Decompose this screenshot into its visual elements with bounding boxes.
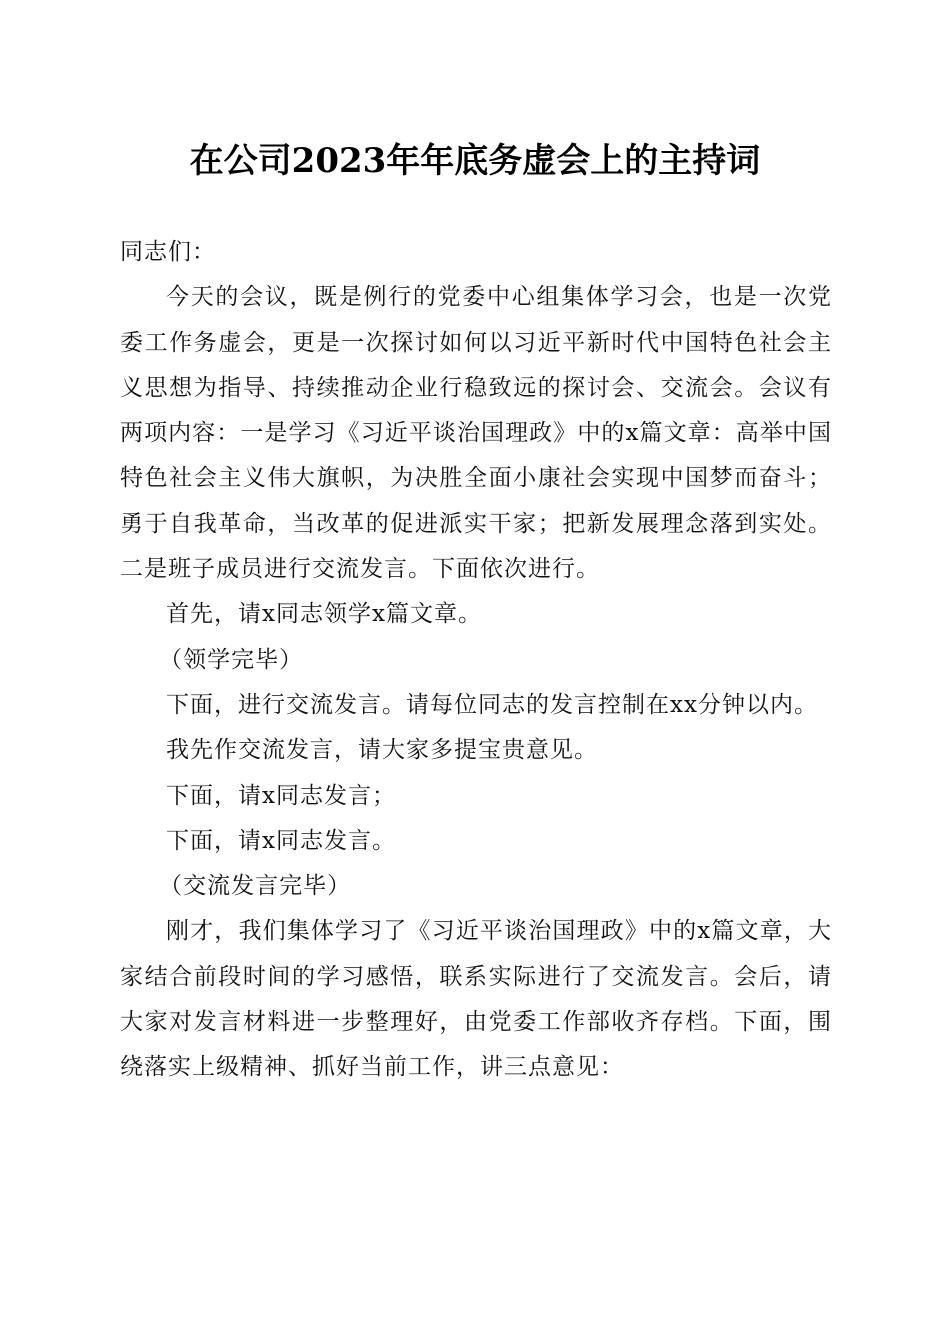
paragraph-exchange-intro: 下面，进行交流发言。请每位同志的发言控制在xx分钟以内。 <box>166 691 818 718</box>
paragraph-next-speaker-2: 下面，请x同志发言。 <box>166 827 396 854</box>
salutation: 同志们： <box>120 239 216 265</box>
paragraph-exchange-complete: （交流发言完毕） <box>159 873 352 900</box>
paragraph-summary: 刚才，我们集体学习了《习近平谈治国理政》中的x篇文章，大家结合前段时间的学习感悟，联系实际进行了交流发言。会后，请大家对发言材料进一步整理好，由党委工作部收齐存档。下面，围绕落实上级精神、抓好当前工作，讲三点意见： <box>120 918 832 1081</box>
document-title: 在公司2023年年底务虚会上的主持词 <box>189 141 761 181</box>
document-body <box>120 230 832 1091</box>
paragraph-opening: 今天的会议，既是例行的党委中心组集体学习会，也是一次党委工作务虚会，更是一次探讨如何以习近平新时代中国特色社会主义思想为指导、持续推动企业行稳致远的探讨会、交流会。会议有两项内容：一是学习《习近平谈治国理政》中的x篇文章：高举中国特色社会主义伟大旗帜，为决胜全面小康社会实现中国梦而奋斗；勇于自我革命，当改革的促进派实干家；把新发展理念落到实处。二是班子成员进行交流发言。下面依次进行。 <box>120 284 832 583</box>
paragraph-study-complete: （领学完毕） <box>159 646 304 673</box>
paragraph-first-study: 首先，请x同志领学x篇文章。 <box>166 601 482 628</box>
paragraph-next-speaker-1: 下面，请x同志发言； <box>166 782 396 809</box>
paragraph-host-speech: 我先作交流发言，请大家多提宝贵意见。 <box>166 737 598 764</box>
